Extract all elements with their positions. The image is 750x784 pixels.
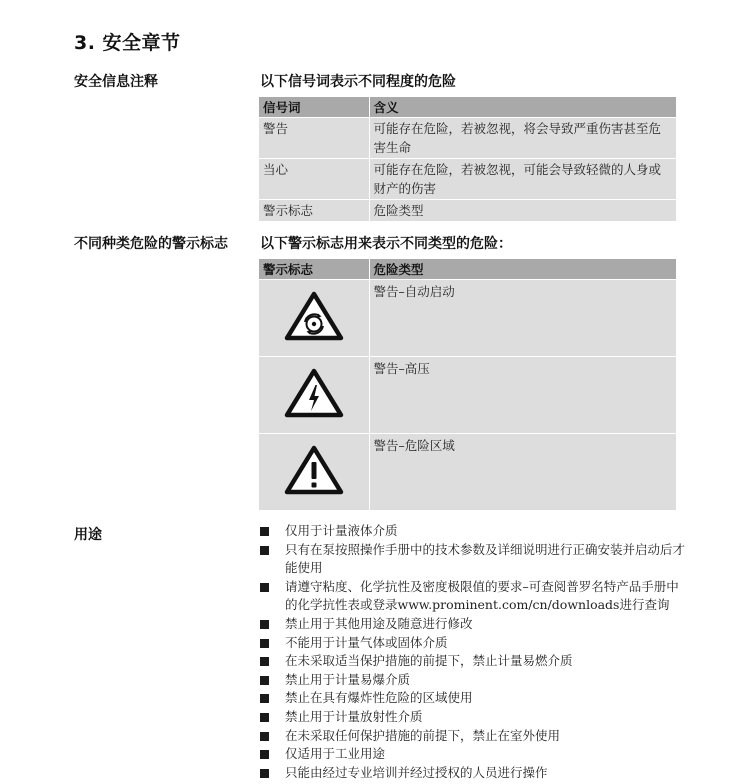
square-bullet-icon <box>260 750 269 759</box>
meaning-cell: 危险类型 <box>369 200 676 222</box>
usage-list <box>260 522 690 782</box>
square-bullet-icon <box>260 713 269 722</box>
warning-symbol-cell <box>259 434 369 511</box>
warning-symbol-cell <box>259 357 369 434</box>
usage-text: 仅用于计量液体介质 <box>285 523 398 538</box>
usage-text: 不能用于计量气体或固体介质 <box>285 634 448 650</box>
usage-text: 在未采取任何保护措施的前提下，禁止在室外使用 <box>285 727 561 743</box>
signal-word-cell: 警示标志 <box>259 200 369 222</box>
danger-zone-warning-icon <box>283 444 345 496</box>
safety-info-heading: 以下信号词表示不同程度的危险 <box>260 74 456 90</box>
warning-signs-heading: 以下警示标志用来表示不同类型的危险： <box>260 236 512 252</box>
usage-text: 禁止用于计量放射性介质 <box>285 708 423 724</box>
list-item <box>260 615 690 634</box>
signal-word-cell: 警告 <box>259 118 369 159</box>
list-item <box>260 541 690 578</box>
usage-text: 禁止在具有爆炸性危险的区域使用 <box>285 690 473 706</box>
list-item <box>260 708 690 727</box>
meaning-cell: 可能存在危险，若被忽视，将会导致严重伤害甚至危害生命 <box>369 118 676 159</box>
usage-label: 用途 <box>74 527 102 543</box>
automatic-start-warning-icon <box>283 290 345 342</box>
table-row <box>259 159 676 200</box>
square-bullet-icon <box>260 620 269 629</box>
meaning-cell: 可能存在危险，若被忽视，可能会导致轻微的人身或财产的伤害 <box>369 159 676 200</box>
danger-type-cell: 警告–自动启动 <box>369 280 676 357</box>
warning-signs-label: 不同种类危险的警示标志 <box>74 236 228 252</box>
usage-text: 仅适用于工业用途 <box>285 746 386 762</box>
list-item <box>260 522 690 541</box>
list-item <box>260 652 690 671</box>
safety-info-label: 安全信息注释 <box>74 74 158 90</box>
list-item <box>260 634 690 653</box>
column-header: 信号词 <box>259 97 369 118</box>
column-header: 警示标志 <box>259 259 369 280</box>
table-row <box>259 357 676 434</box>
table-header-row <box>259 97 676 118</box>
list-item <box>260 578 690 615</box>
column-header: 危险类型 <box>369 259 676 280</box>
usage-text: 只能由经过专业培训并经过授权的人员进行操作 <box>285 764 548 780</box>
table-row <box>259 200 676 222</box>
table-header-row <box>259 259 676 280</box>
list-item <box>260 764 690 783</box>
list-item <box>260 671 690 690</box>
warning-sign-table <box>259 259 676 510</box>
square-bullet-icon <box>260 583 269 592</box>
square-bullet-icon <box>260 732 269 741</box>
usage-text: 禁止用于计量易爆介质 <box>285 671 411 687</box>
table-row <box>259 434 676 511</box>
list-item <box>260 689 690 708</box>
column-header: 含义 <box>369 97 676 118</box>
square-bullet-icon <box>260 546 269 555</box>
list-item <box>260 745 690 764</box>
signal-word-cell: 当心 <box>259 159 369 200</box>
table-row <box>259 280 676 357</box>
usage-text: 在未采取适当保护措施的前提下，禁止计量易燃介质 <box>285 653 573 669</box>
warning-symbol-cell <box>259 280 369 357</box>
usage-text: 请遵守粘度、化学抗性及密度极限值的要求–可查阅普罗名特产品手册中的化学抗性表或登录www.prominent.com/cn/downloads进行查询 <box>285 578 679 613</box>
danger-type-cell: 警告–高压 <box>369 357 676 434</box>
signal-word-table <box>259 97 676 221</box>
list-item <box>260 727 690 746</box>
danger-type-cell: 警告–危险区域 <box>369 434 676 511</box>
table-row <box>259 118 676 159</box>
usage-text: 禁止用于其他用途及随意进行修改 <box>285 615 473 631</box>
square-bullet-icon <box>260 527 269 536</box>
square-bullet-icon <box>260 639 269 648</box>
square-bullet-icon <box>260 769 269 778</box>
square-bullet-icon <box>260 694 269 703</box>
usage-text: 只有在泵按照操作手册中的技术参数及详细说明进行正确安装并启动后才能使用 <box>285 541 686 576</box>
square-bullet-icon <box>260 676 269 685</box>
square-bullet-icon <box>260 657 269 666</box>
page-title: 3. 安全章节 <box>74 32 181 54</box>
high-voltage-warning-icon <box>283 367 345 419</box>
